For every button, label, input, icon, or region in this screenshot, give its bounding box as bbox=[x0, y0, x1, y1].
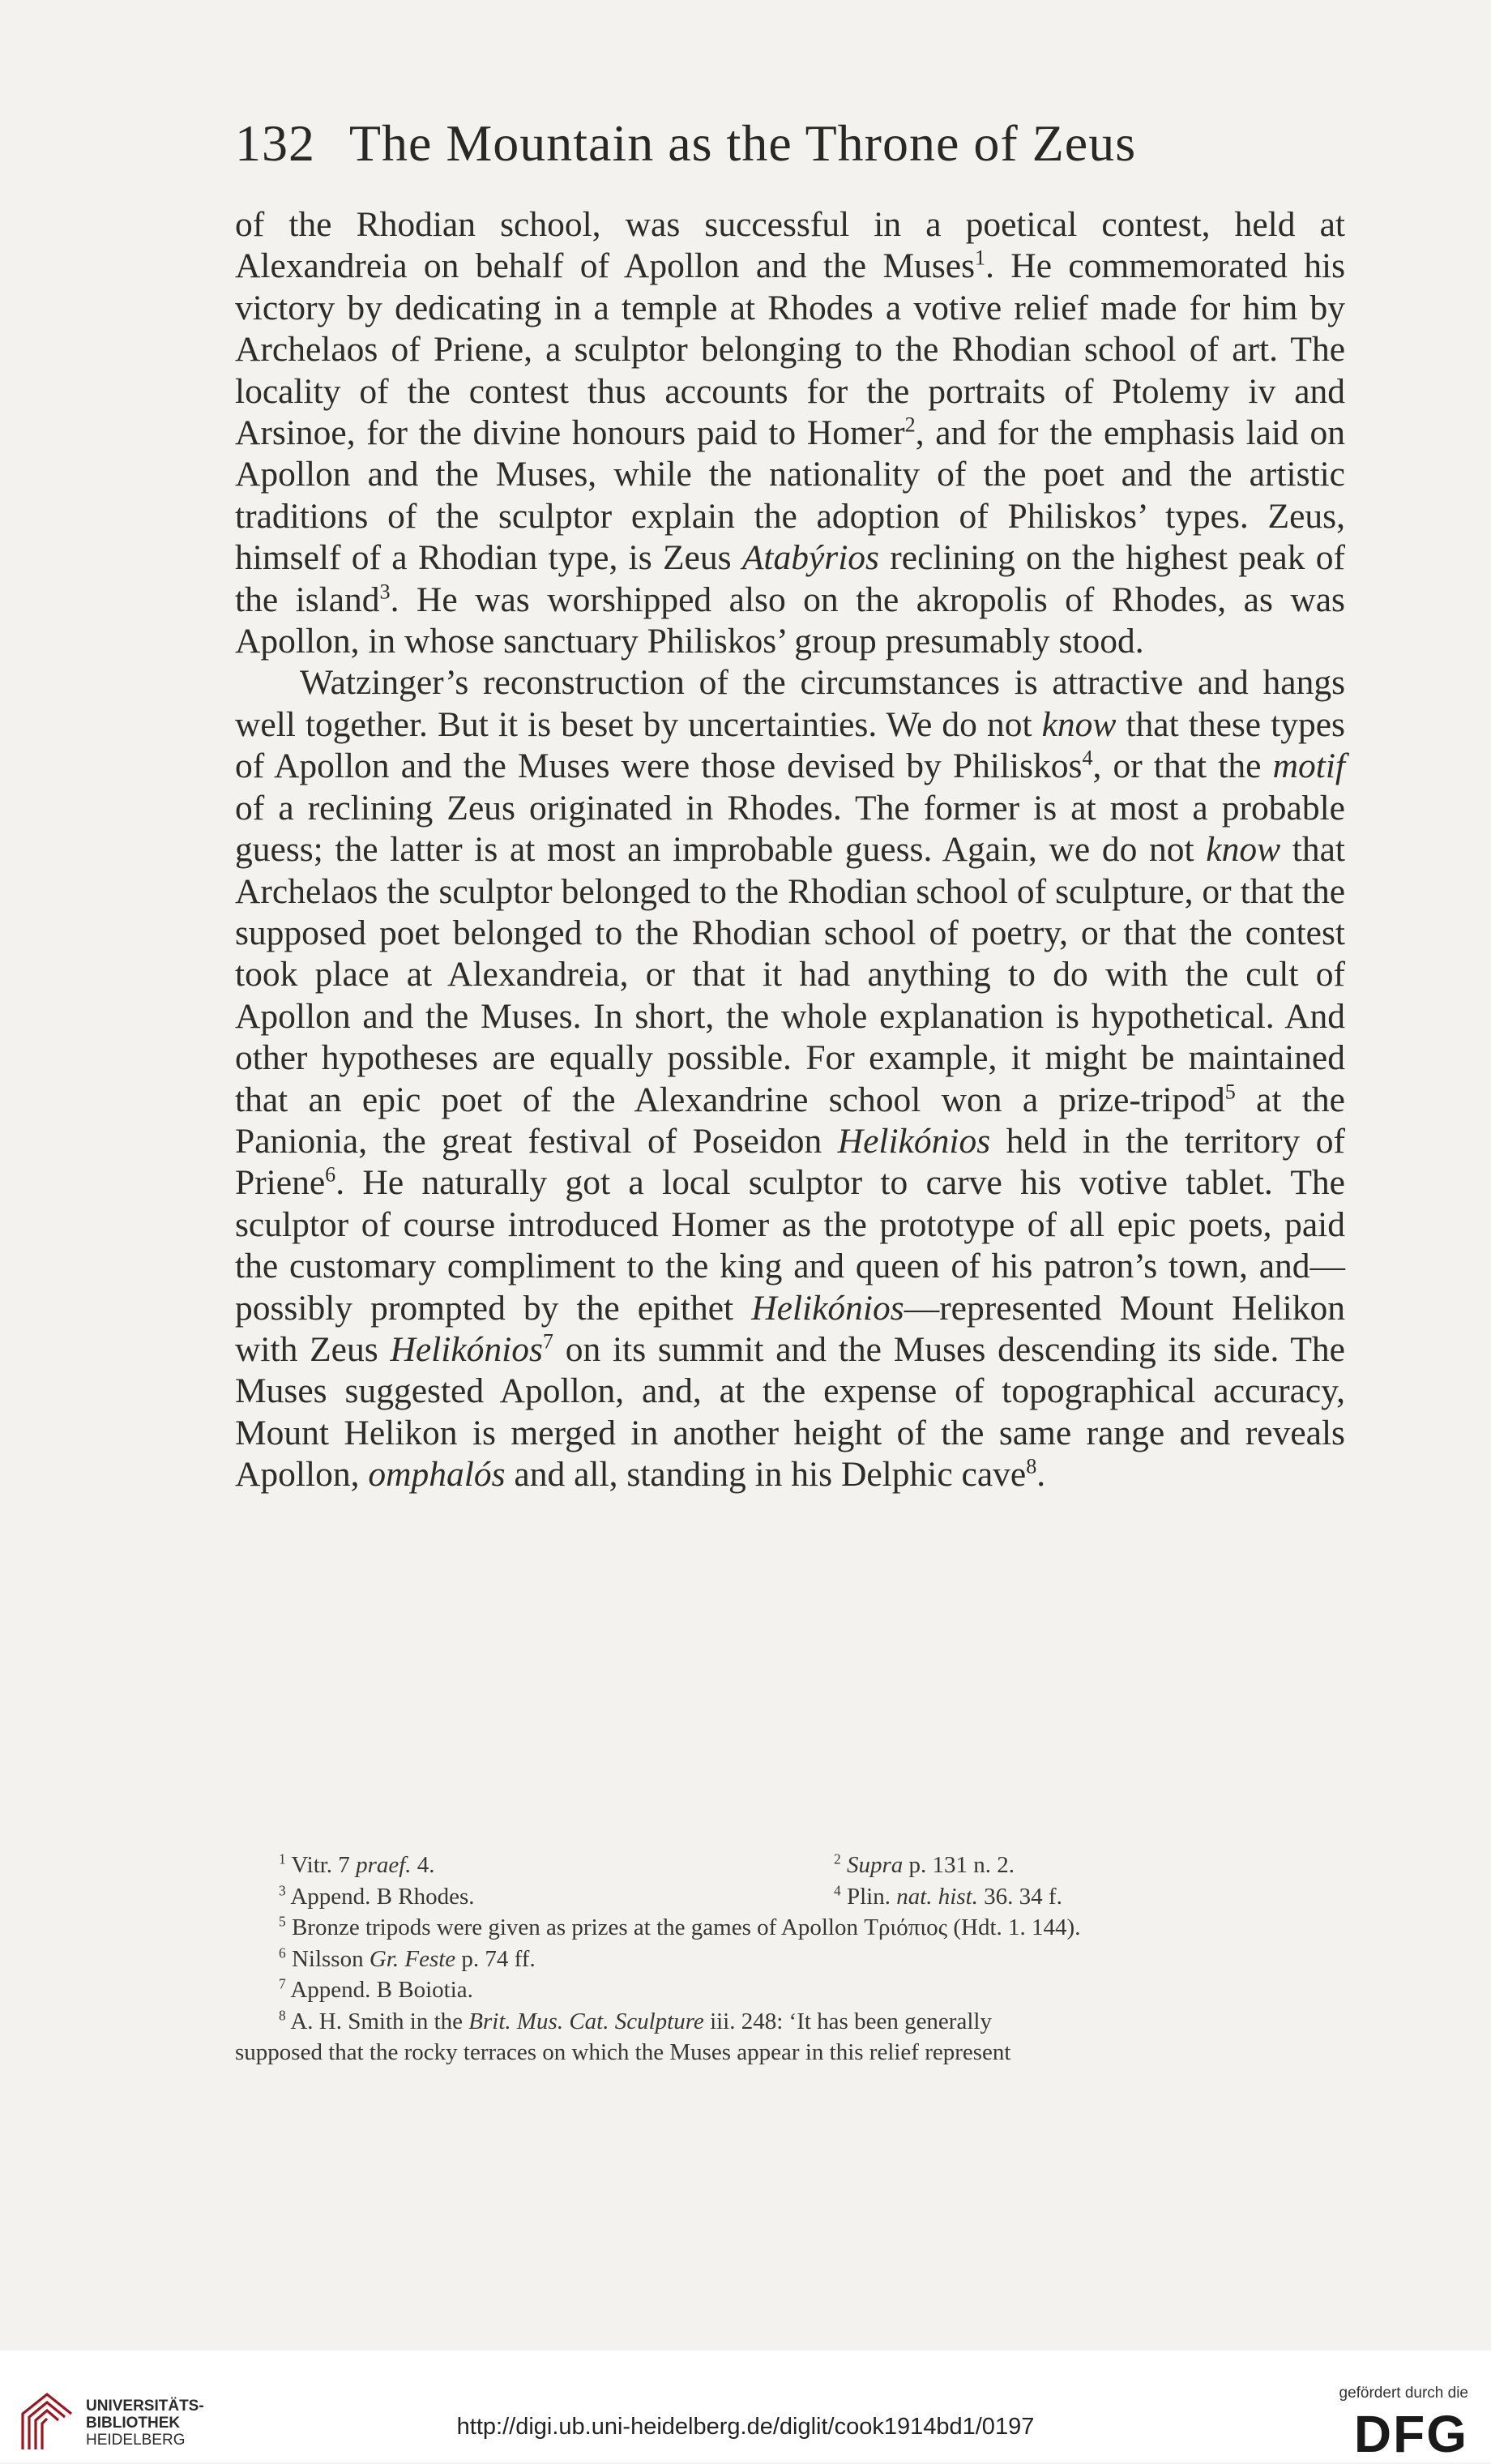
text-run: . He commemorated his victory by dedicating in a temple at Rhodes a votive relief made for him by Archelaos of Priene, a sculptor belonging to the Rhodian school of art. The locality of the contest thus accounts for the portraits of Ptolemy iv and Arsinoe, for the divine honours paid to Homer bbox=[235, 246, 1346, 453]
italic-term: omphalós bbox=[368, 1455, 506, 1495]
text-run: . He naturally got a local sculptor to carve his votive tablet. The sculptor of course introduced Homer as the prototype of all epic poets, paid the customary compliment to the king and queen of his patron’s town, and—possibly prompted by the epithet bbox=[235, 1163, 1345, 1328]
text-run: of the Rhodian school, was successful in a poetical contest, held at Alexandreia on behalf of Apollon and the Muses bbox=[235, 205, 1345, 286]
italic-term: Atabýrios bbox=[741, 538, 879, 578]
text-run: iii. 248: ‘It has been generally bbox=[703, 2008, 992, 2034]
text-run: Watzinger’s reconstruction of the circumstances is attractive and hangs well together. But it is beset by uncertainties. We do not bbox=[235, 663, 1345, 744]
footnote-line bbox=[235, 1850, 1345, 1881]
paragraph bbox=[235, 662, 1345, 1495]
text-run: Nilsson bbox=[285, 1945, 370, 1972]
library-name: UNIVERSITÄTS- BIBLIOTHEK HEIDELBERG bbox=[86, 2398, 204, 2449]
body-text bbox=[235, 204, 1345, 1496]
text-run: , and for the emphasis laid on Apollon and the Muses, while the nationality of the poet and the artistic traditions of the sculptor explain the adoption of Philiskos’ types. Zeus, himself of a Rhodian type, is Zeus bbox=[235, 413, 1345, 578]
text-run: , or that the bbox=[1092, 746, 1273, 786]
italic-term: Helikónios bbox=[751, 1288, 904, 1328]
italic-term: know bbox=[1206, 830, 1281, 870]
footnote-ref: 5 bbox=[1224, 1080, 1236, 1104]
text-run: p. 131 n. 2. bbox=[903, 1852, 1015, 1878]
italic-term: Helikónios bbox=[837, 1121, 991, 1161]
footnote-line bbox=[235, 1974, 1345, 2006]
footnote bbox=[235, 1850, 790, 1881]
italic-term: nat. hist. bbox=[896, 1883, 978, 1910]
footnote-line bbox=[235, 1881, 1345, 1913]
footnote-line bbox=[235, 1912, 1345, 1944]
footnote-line bbox=[235, 1944, 1345, 1975]
text-run: supposed that the rocky terraces on which the Muses appear in this relief represent bbox=[235, 2039, 1011, 2065]
italic-term: Gr. Feste bbox=[369, 1945, 456, 1972]
text-run: at the Panionia, the great festival of Poseidon bbox=[235, 1080, 1345, 1161]
italic-term: Brit. Mus. Cat. Sculpture bbox=[468, 2008, 704, 2034]
page-number: 132 bbox=[235, 114, 315, 172]
italic-term: Supra bbox=[846, 1852, 904, 1878]
text-run: A. H. Smith in the bbox=[285, 2008, 469, 2034]
permalink[interactable]: http://digi.ub.uni-heidelberg.de/diglit/cook1914bd1/0197 bbox=[456, 2414, 1035, 2440]
footnote-ref: 6 bbox=[325, 1162, 336, 1187]
footnote-ref: 4 bbox=[834, 1881, 841, 1898]
italic-term: know bbox=[1041, 704, 1117, 744]
text-run: reclining on the highest peak of the island bbox=[235, 538, 1345, 619]
sponsor-caption: gefördert durch die bbox=[1339, 2385, 1468, 2402]
text-run: of a reclining Zeus originated in Rhodes. The former is at most a probable guess; the latter is at most an improbable guess. Again, we do not bbox=[235, 788, 1345, 870]
text-run: Append. B Boiotia. bbox=[285, 1977, 473, 2003]
footnote-continuation bbox=[235, 2037, 1345, 2068]
footnote-ref: 8 bbox=[1026, 1454, 1037, 1478]
text-run: that Archelaos the sculptor belonged to the Rhodian school of sculpture, or that the supposed poet belonged to the Rhodian school of poetry, or that the contest took place at Alexandreia, or that it had anything to do with the cult of Apollon and the Muses. In short, the whole explanation is hypothetical. And other hypotheses are equally possible. For example, it might be maintained that an epic poet of the Alexandrine school won a prize-tripod bbox=[235, 830, 1345, 1119]
footnote-ref: 5 bbox=[279, 1913, 286, 1930]
text-run: on its summit and the Muses descending its side. The Muses suggested Apollon, and, at the expense of topographical accuracy, Mount Helikon is merged in another height of the same range and reveals Apollon, bbox=[235, 1329, 1345, 1495]
paragraph bbox=[235, 204, 1345, 662]
running-title: The Mountain as the Throne of Zeus bbox=[348, 114, 1137, 172]
footnote-ref: 6 bbox=[279, 1944, 286, 1961]
running-header bbox=[235, 113, 1288, 173]
italic-term: praef. bbox=[356, 1852, 412, 1878]
footnote-ref: 3 bbox=[279, 1881, 286, 1898]
text-run: . He was worshipped also on the akropolis of Rhodes, as was Apollon, in whose sanctuary Philiskos’ group presumably stood. bbox=[235, 580, 1345, 661]
text-run: 4. bbox=[411, 1852, 435, 1878]
footnotes bbox=[235, 1850, 1345, 2068]
text-run: p. 74 ff. bbox=[455, 1945, 536, 1972]
footnote bbox=[790, 1881, 1345, 1913]
text-run: —represented Mount Helikon with Zeus bbox=[235, 1288, 1345, 1369]
digitization-footer bbox=[0, 2351, 1491, 2462]
text-run bbox=[841, 1852, 847, 1878]
text-run: held in the territory of Priene bbox=[235, 1121, 1345, 1203]
text-run: Append. B Rhodes. bbox=[285, 1883, 475, 1910]
footnote bbox=[235, 1974, 1345, 2006]
footnote-ref: 1 bbox=[279, 1850, 286, 1867]
footnote-ref: 3 bbox=[379, 580, 391, 604]
footnote-ref: 7 bbox=[542, 1329, 553, 1354]
footnote-ref: 2 bbox=[904, 413, 916, 437]
footnote bbox=[235, 1881, 790, 1913]
footnote-ref: 4 bbox=[1082, 746, 1093, 770]
text-run: that these types of Apollon and the Muses were those devised by Philiskos bbox=[235, 704, 1345, 786]
footnote-ref: 2 bbox=[834, 1850, 841, 1867]
footnote bbox=[235, 1912, 1345, 1944]
footnote-line bbox=[235, 2037, 1345, 2068]
text-run: . bbox=[1036, 1455, 1046, 1495]
text-run: Vitr. 7 bbox=[285, 1852, 357, 1878]
text-run: 36. 34 f. bbox=[977, 1883, 1062, 1910]
text-run: and all, standing in his Delphic cave bbox=[505, 1455, 1027, 1495]
footnote-ref: 1 bbox=[975, 246, 986, 270]
dfg-logo: DFG bbox=[1353, 2405, 1468, 2463]
text-run: Plin. bbox=[840, 1883, 897, 1910]
footnote bbox=[235, 2006, 1345, 2038]
footnote-line bbox=[235, 2006, 1345, 2038]
italic-term: Helikónios bbox=[390, 1329, 543, 1369]
footnote-ref: 8 bbox=[279, 2006, 286, 2023]
italic-term: motif bbox=[1272, 746, 1345, 786]
text-run: Bronze tripods were given as prizes at the games of Apollon Τριόπιος (Hdt. 1. 144). bbox=[285, 1914, 1081, 1940]
footnote-ref: 7 bbox=[279, 1975, 286, 1992]
footnote bbox=[235, 1944, 1345, 1975]
footnote bbox=[790, 1850, 1345, 1881]
